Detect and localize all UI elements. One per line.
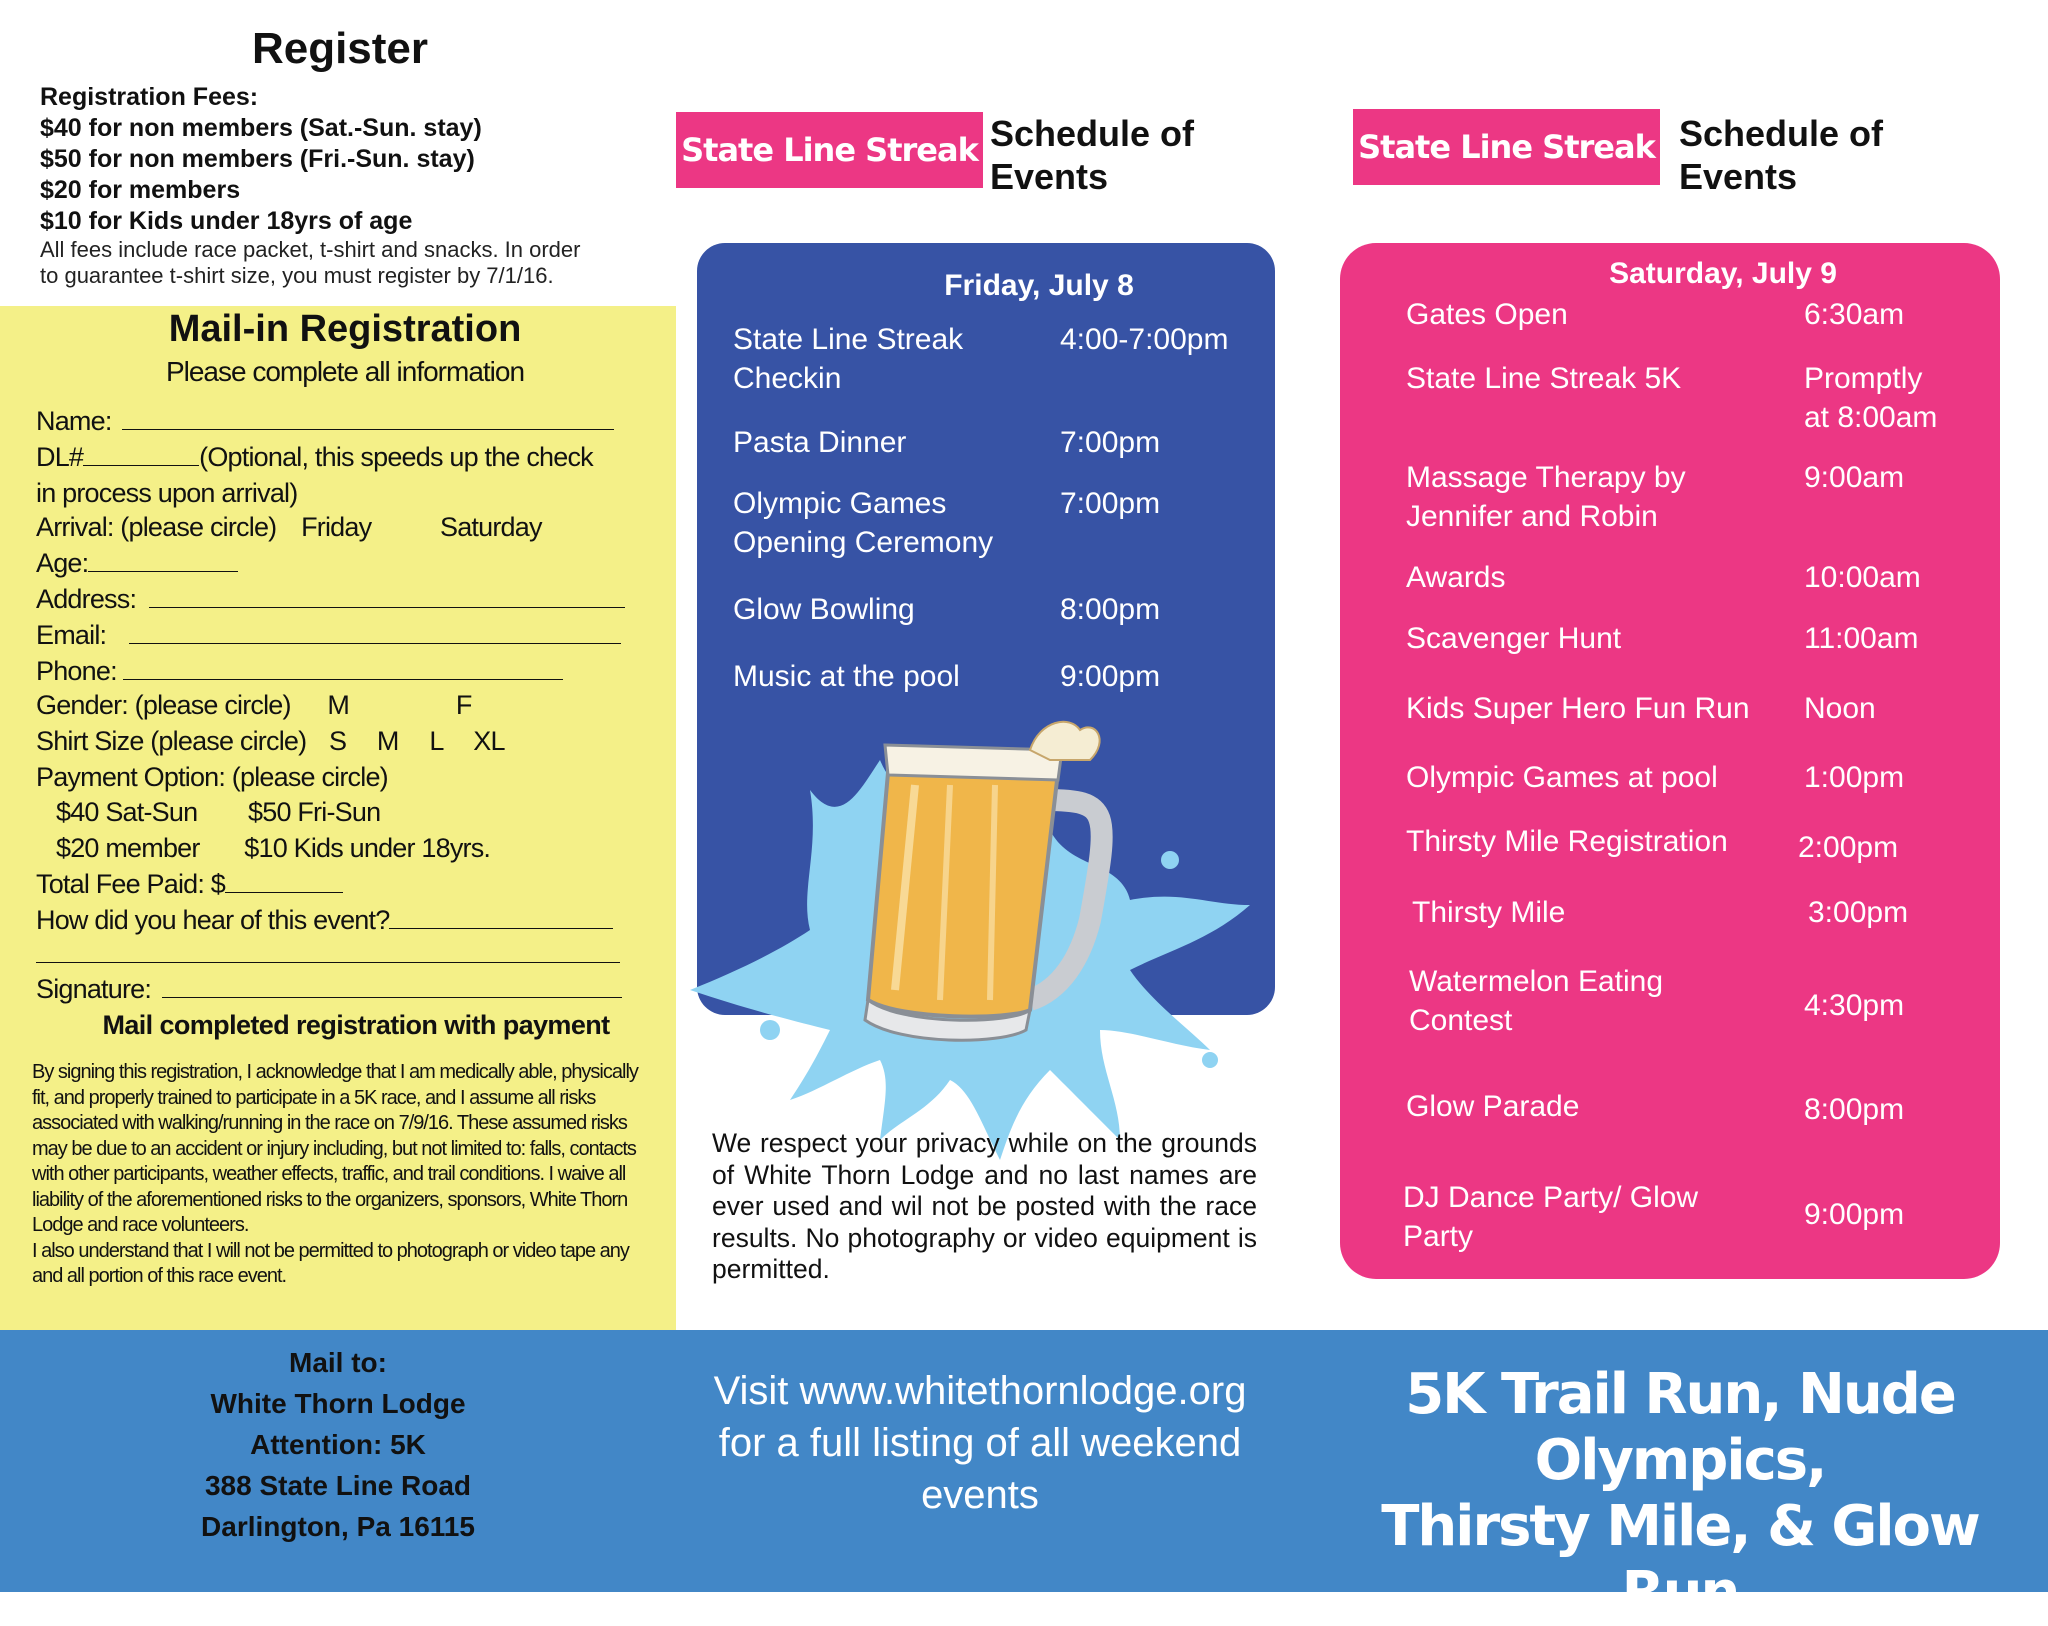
fees-note: to guarantee t-shirt size, you must register by 7/1/16. [40,263,554,288]
streak-label-saturday: State Line Streak [1353,109,1660,185]
mail-in-title: Mail-in Registration [168,308,522,350]
friday-title: Friday, July 8 [944,269,1134,302]
schedule-heading-line: Events [990,156,1109,197]
website-note [690,1365,1270,1521]
dl-label: DL# [36,442,84,472]
saturday-event-time: 8:00pm [1804,1093,1905,1126]
age-label: Age: [36,548,89,578]
friday-event-time: 4:00-7:00pm [1060,323,1229,356]
shirt-label: Shirt Size (please circle) [36,726,307,756]
schedule-heading-saturday [1679,112,1883,198]
schedule-heading-line: Events [1679,156,1798,197]
friday-event-time: 7:00pm [1060,487,1161,520]
pay-option-50[interactable]: $50 Fri-Sun [248,797,381,827]
saturday-event-name [1409,962,1663,1040]
dl-note-2: in process upon arrival) [36,478,298,508]
shirt-m[interactable]: M [376,726,399,756]
address-field[interactable] [36,582,625,616]
saturday-event-name: Gates Open [1406,298,1568,331]
friday-event-name: Glow Bowling [733,593,915,626]
payment-row-1 [56,795,380,829]
phone-blank[interactable] [123,655,563,680]
gender-m[interactable]: M [327,690,350,720]
hear-label: How did you hear of this event? [36,905,390,935]
arrival-field [36,510,542,544]
address-line: White Thorn Lodge [210,1388,466,1419]
friday-event-name: Music at the pool [733,660,960,693]
saturday-event-time: 10:00am [1804,561,1921,594]
tagline-line: 5K Trail Run, Nude Olympics, [1405,1362,1955,1493]
mail-in-subtitle: Please complete all information [165,356,525,387]
pay-option-20[interactable]: $20 member [56,833,200,863]
event-name-line: DJ Dance Party/ Glow [1403,1181,1699,1214]
event-time-line: Promptly [1804,362,1923,395]
saturday-event-time: 2:00pm [1798,831,1899,864]
event-name-line: Olympic Games [733,487,947,520]
saturday-event-time: 9:00am [1804,461,1905,494]
event-time-line: at 8:00am [1804,401,1938,434]
saturday-event-name [1406,458,1686,536]
gender-field [36,688,472,722]
dl-field[interactable] [36,440,593,474]
saturday-event-time: Noon [1804,692,1876,725]
friday-event-time: 7:00pm [1060,426,1161,459]
fees-heading: Registration Fees: [40,83,259,111]
age-field[interactable] [36,546,238,580]
saturday-event-time: 4:30pm [1804,989,1905,1022]
name-field[interactable] [36,404,614,438]
friday-event-name: Pasta Dinner [733,426,907,459]
email-label: Email: [36,620,107,650]
saturday-title: Saturday, July 9 [1609,257,1837,290]
saturday-event-name: Glow Parade [1406,1090,1580,1123]
privacy-notice: We respect your privacy while on the grounds of White Thorn Lodge and no last names are ever used and wil not be posted with the race results. No photography or video equipment is permitted. [712,1128,1257,1284]
saturday-event-time: 6:30am [1804,298,1905,331]
arrival-label: Arrival: (please circle) [36,512,277,542]
event-tagline [1340,1362,2020,1626]
total-fee-field[interactable] [36,867,343,901]
fees-note: All fees include race packet, t-shirt and snacks. In order [40,237,581,262]
saturday-event-time: 11:00am [1804,622,1919,655]
pay-option-40[interactable]: $40 Sat-Sun [56,797,198,827]
hear-blank[interactable] [389,904,613,929]
total-label: Total Fee Paid: $ [36,869,226,899]
website-link[interactable]: Visit www.whitethornlodge.org [713,1369,1247,1413]
event-name-line: Jennifer and Robin [1406,500,1658,533]
gender-f[interactable]: F [455,690,472,720]
schedule-heading-line: Schedule of [1679,113,1884,154]
mail-completed-note: Mail completed registration with payment [102,1010,610,1040]
dl-note: (Optional, this speeds up the check [199,442,593,472]
address-label: Address: [36,584,137,614]
waiver-paragraph: I also understand that I will not be permitted to photograph or video tape any and all portion of this race event. [32,1239,629,1287]
saturday-event-name: Thirsty Mile Registration [1406,825,1728,858]
saturday-event-time [1804,359,1937,437]
fee-line: $20 for members [40,176,241,204]
signature-field[interactable] [36,972,622,1006]
address-line: Darlington, Pa 16115 [201,1511,475,1542]
register-title: Register [251,24,429,73]
saturday-event-time: 1:00pm [1804,761,1905,794]
event-name-line: Opening Ceremony [733,526,994,559]
schedule-heading-line: Schedule of [990,113,1195,154]
address-line: Attention: 5K [250,1429,426,1460]
address-line: Mail to: [289,1347,387,1378]
saturday-event-time: 3:00pm [1808,896,1909,929]
age-blank[interactable] [88,547,238,572]
name-label: Name: [36,406,112,436]
waiver-text [32,1060,644,1290]
gender-label: Gender: (please circle) [36,690,291,720]
streak-label-friday: State Line Streak [676,112,983,188]
saturday-event-name [1403,1178,1698,1256]
event-name-line: Watermelon Eating [1409,965,1664,998]
event-name-line: Massage Therapy by [1406,461,1686,494]
phone-field[interactable] [36,654,563,688]
fee-line: $40 for non members (Sat.-Sun. stay) [40,114,482,142]
event-name-line: Party [1403,1220,1474,1253]
saturday-event-name: Thirsty Mile [1412,896,1566,929]
total-blank[interactable] [225,868,343,893]
beer-mug-splash-icon [650,700,1270,1170]
schedule-heading-friday [990,112,1194,198]
shirt-l[interactable]: L [429,726,443,756]
fee-line: $10 for Kids under 18yrs of age [40,207,413,235]
friday-event-time: 8:00pm [1060,593,1161,626]
saturday-event-name: State Line Streak 5K [1406,362,1682,395]
hear-blank-line-2[interactable] [36,962,620,963]
arrival-saturday[interactable]: Saturday [439,512,542,542]
shirt-size-field [36,724,505,758]
phone-label: Phone: [36,656,117,686]
shirt-xl[interactable]: XL [473,726,505,756]
event-name-line: State Line Streak [733,323,964,356]
friday-event-name [733,484,993,562]
email-field[interactable] [36,618,621,652]
signature-label: Signature: [36,974,152,1004]
mail-to-address [0,1342,676,1547]
waiver-paragraph: By signing this registration, I acknowledge that I am medically able, physically fit, and properly trained to participate in a 5K race, and I assume all risks associated with walking/running in the race on 7/9/16. These assumed risks may be due to an accident or injury including, but not limited to: falls, contacts with other participants, weather effects, traffic, and trail conditions. I waive all liability of the aforementioned risks to the organizers, sponsors, White Thorn Lodge and race volunteers. [32,1061,638,1236]
event-name-line: Checkin [733,362,842,395]
email-blank[interactable] [129,619,621,644]
saturday-event-name: Kids Super Hero Fun Run [1406,692,1750,725]
name-blank[interactable] [122,405,614,430]
arrival-friday[interactable]: Friday [301,512,372,542]
address-line: 388 State Line Road [204,1470,472,1501]
pay-option-10[interactable]: $10 Kids under 18yrs. [244,833,491,863]
payment-label: Payment Option: (please circle) [36,762,388,792]
dl-blank[interactable] [83,441,199,466]
fee-line: $50 for non members (Fri.-Sun. stay) [40,145,475,173]
saturday-event-name: Awards [1406,561,1506,594]
payment-row-2 [56,831,490,865]
tagline-line: Thirsty Mile, & Glow Run [1381,1494,1979,1625]
saturday-event-time: 9:00pm [1804,1198,1905,1231]
event-name-line: Contest [1409,1004,1513,1037]
friday-event-name [733,320,963,398]
friday-event-time: 9:00pm [1060,660,1161,693]
address-blank[interactable] [149,583,625,608]
shirt-s[interactable]: S [329,726,347,756]
saturday-event-name: Olympic Games at pool [1406,761,1718,794]
website-note-line: for a full listing of all weekend [718,1421,1242,1465]
saturday-event-name: Scavenger Hunt [1406,622,1622,655]
signature-blank[interactable] [162,973,622,998]
website-note-line: events [921,1473,1039,1517]
registration-fees [40,82,660,289]
hear-field[interactable] [36,903,613,937]
